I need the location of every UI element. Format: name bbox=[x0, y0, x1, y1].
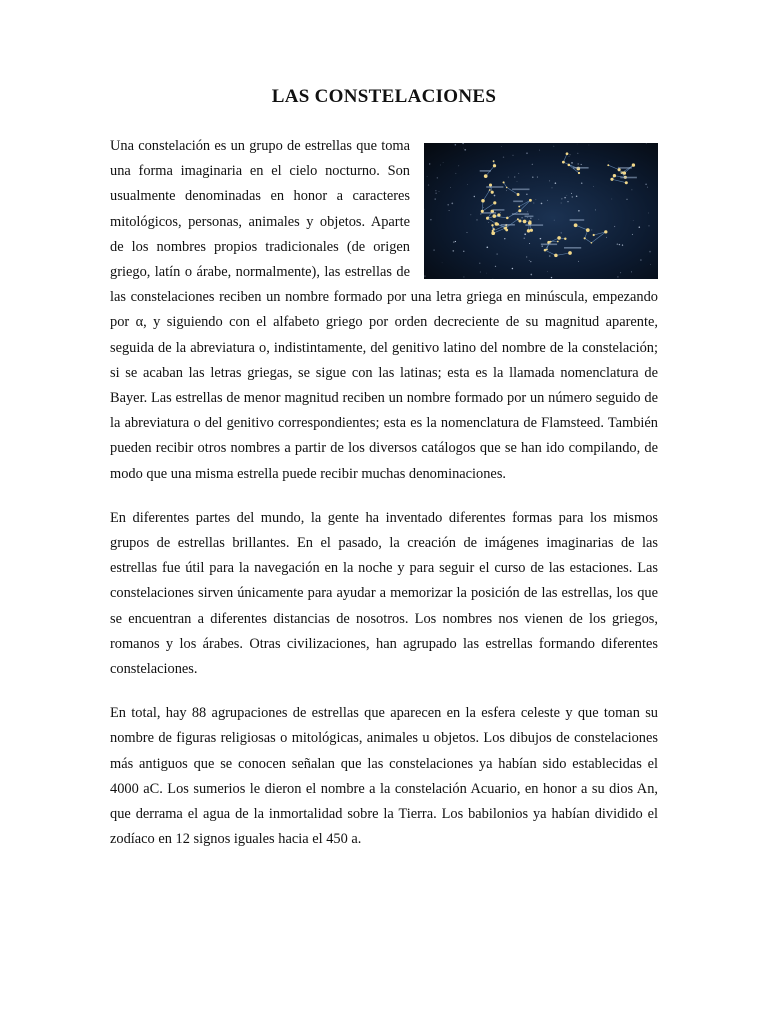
paragraph-3: En total, hay 88 agrupaciones de estrellas que aparecen en la esfera celeste y que toman su nombre de figuras religiosas o mitológicas, animales u objetos. Los dibujos de constelaciones más antiguos que se conocen señalan que las constelaciones ya habían sido establecidas el 4000 aC. Los sumerios le dieron el nombre a la constelación Acuario, en honor a su dios An, que derrama el agua de la inmortalidad sobre la Tierra. Los babilonios ya habían dividido el zodíaco en 12 signos iguales hacia el 450 a. bbox=[110, 705, 658, 848]
paragraph-1 bbox=[110, 134, 658, 487]
page-title: LAS CONSTELACIONES bbox=[271, 86, 497, 107]
star-map-graphic bbox=[424, 143, 658, 279]
paragraph-1-text: Una constelación es un grupo de estrellas que toma una forma imaginaria en el cielo nocturno. Son usualmente denominadas en honor a caracteres mitológicos, personas, animales y objetos. Aparte de los nombres propios tradicionales (de origen griego, latín o árabe, normalmente), las estrellas de las constelaciones reciben un nombre formado por una letra griega en minúscula, empezando por α, y siguiendo con el alfabeto griego por orden decreciente de su magnitud aparente, seguida de la abreviatura o, indistintamente, del genitivo latino del nombre de la constelación; si se acaban las letras griegas, se sigue con las latinas; esta es la llamada nomenclatura de Bayer. Las estrellas de menor magnitud reciben un nombre formado por un número seguido de la abreviatura o del genitivo correspondientes; esta es la nomenclatura de Flamsteed. También pueden recibir otros nombres a partir de los diversos catálogos que se han ido compilando, de modo que una misma estrella puede recibir muchas denominaciones. bbox=[110, 138, 658, 482]
star-map-image bbox=[424, 143, 658, 279]
paragraph-2: En diferentes partes del mundo, la gente ha inventado diferentes formas para los mismos grupos de estrellas brillantes. En el pasado, la creación de imágenes imaginarias de las estrellas fue útil para la navegación en la noche y para seguir el curso de las estaciones. Las constelaciones sirven únicamente para ayudar a memorizar la posición de las estrellas, los que se encuentran a diferentes distancias de nosotros. Los nombres nos vienen de los griegos, romanos y los árabes. Otras civilizaciones, han agrupado las estrellas formando diferentes constelaciones. bbox=[110, 509, 658, 678]
document-body bbox=[110, 134, 658, 871]
